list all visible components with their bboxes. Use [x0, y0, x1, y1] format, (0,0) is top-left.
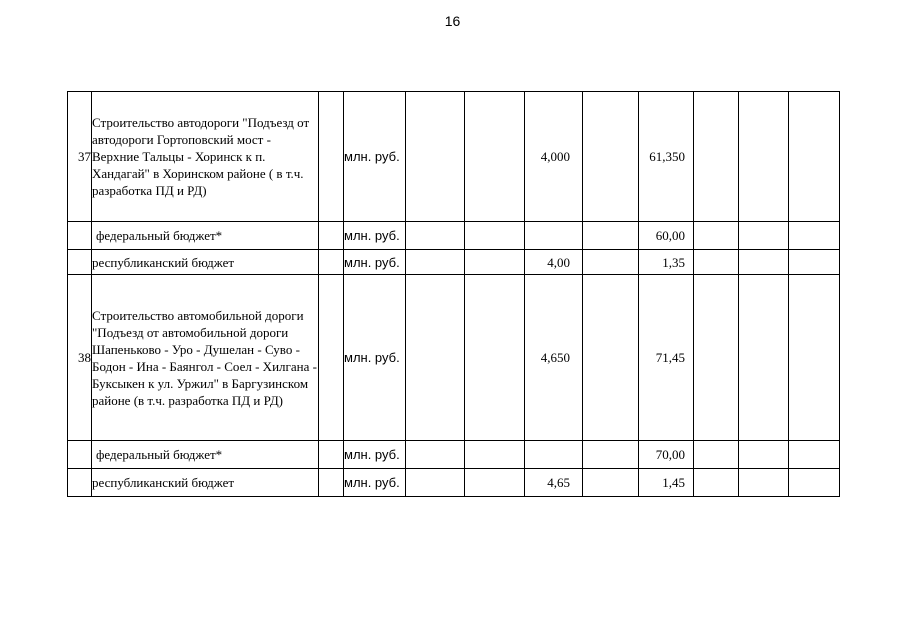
empty-cell — [739, 92, 789, 222]
empty-cell — [694, 92, 739, 222]
empty-cell — [583, 469, 639, 497]
empty-cell — [694, 469, 739, 497]
empty-cell — [789, 441, 840, 469]
row-number — [68, 469, 92, 497]
empty-cell — [789, 250, 840, 275]
empty-cell — [583, 275, 639, 441]
empty-cell — [739, 222, 789, 250]
value-cell: 71,45 — [639, 275, 694, 441]
value-cell: 1,45 — [639, 469, 694, 497]
row-name: федеральный бюджет* — [92, 222, 319, 250]
empty-cell — [319, 250, 344, 275]
empty-cell — [406, 250, 465, 275]
empty-cell — [789, 222, 840, 250]
empty-cell — [789, 275, 840, 441]
table-row — [68, 222, 840, 250]
empty-cell — [465, 250, 525, 275]
empty-cell — [694, 250, 739, 275]
row-number: 38 — [68, 275, 92, 441]
value-cell: 4,00 — [525, 250, 583, 275]
unit-cell: млн. руб. — [344, 441, 406, 469]
unit-cell: млн. руб. — [344, 250, 406, 275]
empty-cell — [789, 92, 840, 222]
table-row — [68, 250, 840, 275]
page-number: 16 — [444, 13, 461, 29]
value-cell — [525, 441, 583, 469]
budget-table — [67, 91, 840, 497]
empty-cell — [583, 441, 639, 469]
empty-cell — [319, 222, 344, 250]
row-name: Строительство автодороги "Подъезд от автодороги Гортоповский мост - Верхние Тальцы - Хоринск к п. Хандагай" в Хоринском районе ( в т.ч. разработка ПД и РД) — [92, 92, 319, 222]
row-name: Строительство автомобильной дороги "Подъезд от автомобильной дороги Шапеньково - Уро - Душелан - Суво - Бодон - Ина - Баянгол - Соел - Хилгана - Буксыкен к ул. Уржил" в Баргузинском районе (в т.ч. разработка ПД и РД) — [92, 275, 319, 441]
row-number — [68, 250, 92, 275]
empty-cell — [465, 469, 525, 497]
empty-cell — [739, 441, 789, 469]
value-cell — [525, 222, 583, 250]
empty-cell — [465, 92, 525, 222]
value-cell: 1,35 — [639, 250, 694, 275]
empty-cell — [583, 222, 639, 250]
unit-cell: млн. руб. — [344, 222, 406, 250]
table-row — [68, 275, 840, 441]
empty-cell — [583, 92, 639, 222]
empty-cell — [465, 222, 525, 250]
empty-cell — [406, 92, 465, 222]
empty-cell — [694, 222, 739, 250]
empty-cell — [406, 222, 465, 250]
empty-cell — [319, 92, 344, 222]
row-number — [68, 222, 92, 250]
row-number: 37 — [68, 92, 92, 222]
empty-cell — [739, 250, 789, 275]
table-row — [68, 441, 840, 469]
empty-cell — [406, 275, 465, 441]
empty-cell — [406, 469, 465, 497]
empty-cell — [406, 441, 465, 469]
value-cell: 4,65 — [525, 469, 583, 497]
empty-cell — [319, 469, 344, 497]
empty-cell — [583, 250, 639, 275]
value-cell: 70,00 — [639, 441, 694, 469]
row-name: федеральный бюджет* — [92, 441, 319, 469]
value-cell: 4,000 — [525, 92, 583, 222]
value-cell: 4,650 — [525, 275, 583, 441]
empty-cell — [789, 469, 840, 497]
value-cell: 61,350 — [639, 92, 694, 222]
empty-cell — [465, 275, 525, 441]
empty-cell — [694, 441, 739, 469]
empty-cell — [739, 275, 789, 441]
row-number — [68, 441, 92, 469]
empty-cell — [694, 275, 739, 441]
table-row — [68, 92, 840, 222]
empty-cell — [465, 441, 525, 469]
unit-cell: млн. руб. — [344, 275, 406, 441]
unit-cell: млн. руб. — [344, 469, 406, 497]
row-name: республиканский бюджет — [92, 469, 319, 497]
empty-cell — [319, 441, 344, 469]
table-row — [68, 469, 840, 497]
empty-cell — [739, 469, 789, 497]
unit-cell: млн. руб. — [344, 92, 406, 222]
value-cell: 60,00 — [639, 222, 694, 250]
empty-cell — [319, 275, 344, 441]
row-name: республиканский бюджет — [92, 250, 319, 275]
